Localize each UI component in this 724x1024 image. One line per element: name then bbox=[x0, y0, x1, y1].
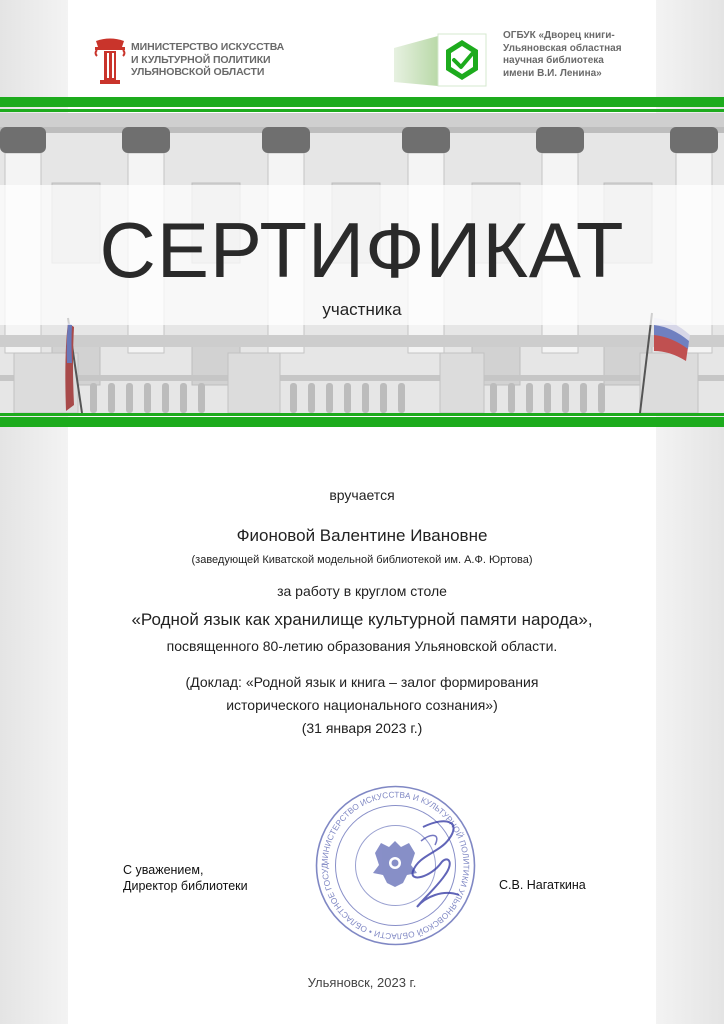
ministry-line-3: УЛЬЯНОВСКОЙ ОБЛАСТИ bbox=[131, 66, 265, 78]
ministry-line-1: МИНИСТЕРСТВО ИСКУССТВА bbox=[131, 41, 285, 53]
official-stamp bbox=[313, 783, 478, 948]
certificate-subtitle: участника bbox=[322, 300, 402, 319]
library-logo bbox=[392, 28, 662, 92]
green-stripe-bottom bbox=[0, 413, 724, 416]
ministry-name bbox=[131, 41, 284, 79]
report-line-2: исторического национального сознания») bbox=[226, 697, 498, 713]
ministry-logo bbox=[93, 36, 293, 88]
awarded-text: вручается bbox=[329, 487, 395, 503]
city-year: Ульяновск, 2023 г. bbox=[307, 975, 417, 990]
library-line-1: ОГБУК «Дворец книги- bbox=[503, 30, 615, 41]
library-line-4: имени В.И. Ленина» bbox=[503, 67, 602, 79]
library-emblem-icon bbox=[392, 32, 496, 88]
green-band-top bbox=[0, 97, 724, 107]
reason-text: за работу в круглом столе bbox=[277, 583, 447, 599]
report-line-1: (Доклад: «Родной язык и книга – залог формирования bbox=[185, 674, 539, 690]
event-title: «Родной язык как хранилище культурной памяти народа», bbox=[131, 610, 593, 629]
dedication-text: посвященного 80-летию образования Ульяновской области. bbox=[166, 638, 558, 654]
library-line-3: научная библиотека bbox=[503, 55, 604, 66]
ministry-line-2: И КУЛЬТУРНОЙ ПОЛИТИКИ bbox=[131, 53, 271, 66]
director-title: Директор библиотеки bbox=[123, 879, 248, 893]
column-emblem-icon bbox=[93, 38, 127, 86]
library-name bbox=[503, 30, 622, 80]
green-stripe-top bbox=[0, 109, 724, 112]
green-band-bottom bbox=[0, 417, 724, 427]
library-line-2: Ульяновская областная bbox=[503, 42, 622, 54]
event-date: (31 января 2023 г.) bbox=[301, 720, 423, 736]
director-name: С.В. Нагаткина bbox=[499, 878, 586, 892]
recipient-position: (заведующей Киватской модельной библиотекой им. А.Ф. Юртова) bbox=[191, 554, 533, 566]
certificate-title: СЕРТИФИКАТ bbox=[99, 206, 625, 294]
stamp-text: МИНИСТЕРСТВО ИСКУССТВА И КУЛЬТУРНОЙ ПОЛИТИКИ УЛЬЯНОВСКОЙ ОБЛАСТИ • ОБЛАСТНОЕ ГОСУД bbox=[319, 789, 472, 942]
eagle-emblem-icon bbox=[373, 841, 417, 887]
regards-text: С уважением, bbox=[123, 863, 204, 877]
recipient-name: Фионовой Валентине Ивановне bbox=[236, 526, 488, 545]
signature-block bbox=[123, 862, 248, 894]
